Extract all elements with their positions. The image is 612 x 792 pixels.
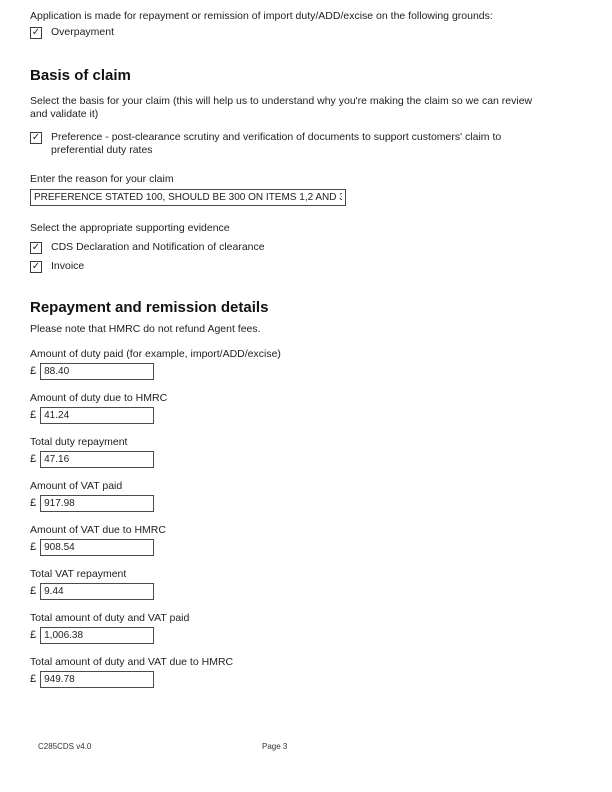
invoice-label: Invoice [51, 260, 85, 272]
vat-due-input[interactable] [40, 539, 154, 556]
evidence-label: Select the appropriate supporting evidence [30, 222, 230, 234]
checkbox-checked-icon[interactable]: ✓ [31, 27, 41, 38]
total-duty-repayment-label: Total duty repayment [30, 436, 128, 448]
total-duty-repayment-input[interactable] [40, 451, 154, 468]
checkbox-checked-icon[interactable]: ✓ [31, 132, 41, 143]
total-paid-field-group [30, 612, 582, 644]
pound-symbol: £ [30, 365, 37, 377]
preference-label: Preference - post-clearance scrutiny and verification of documents to support customers' claim to preferential duty rates [51, 131, 502, 156]
pound-symbol: £ [30, 497, 37, 509]
checkbox-checked-icon[interactable]: ✓ [31, 242, 41, 253]
repayment-details-heading: Repayment and remission details [30, 299, 269, 316]
vat-paid-label: Amount of VAT paid [30, 480, 123, 492]
total-due-label: Total amount of duty and VAT due to HMRC [30, 656, 234, 668]
total-due-input[interactable] [40, 671, 154, 688]
total-due-field-group [30, 656, 582, 688]
pound-symbol: £ [30, 409, 37, 421]
form-version: C285CDS v4.0 [38, 742, 92, 751]
duty-paid-input[interactable] [40, 363, 154, 380]
duty-due-field-group [30, 392, 582, 424]
duty-due-label: Amount of duty due to HMRC [30, 392, 168, 404]
page-number: Page 3 [262, 742, 288, 751]
vat-paid-input[interactable] [40, 495, 154, 512]
preference-checkbox-row[interactable] [30, 131, 570, 157]
pound-symbol: £ [30, 585, 37, 597]
reason-label: Enter the reason for your claim [30, 173, 174, 185]
total-vat-repayment-input[interactable] [40, 583, 154, 600]
pound-symbol: £ [30, 673, 37, 685]
total-paid-input[interactable] [40, 627, 154, 644]
overpayment-checkbox-row[interactable] [30, 26, 570, 39]
pound-symbol: £ [30, 453, 37, 465]
total-vat-repayment-field-group [30, 568, 582, 600]
pound-symbol: £ [30, 629, 37, 641]
vat-due-field-group [30, 524, 582, 556]
claim-reason-input[interactable] [30, 189, 346, 206]
overpayment-label: Overpayment [51, 26, 115, 38]
checkbox-checked-icon[interactable]: ✓ [31, 261, 41, 272]
invoice-checkbox-row[interactable] [30, 260, 570, 273]
total-vat-repayment-label: Total VAT repayment [30, 568, 127, 580]
basis-of-claim-heading: Basis of claim [30, 67, 131, 84]
cds-declaration-checkbox-row[interactable] [30, 241, 570, 254]
total-paid-label: Total amount of duty and VAT paid [30, 612, 190, 624]
duty-paid-label: Amount of duty paid (for example, import/ADD/excise) [30, 348, 281, 360]
vat-paid-field-group [30, 480, 582, 512]
agent-fees-note: Please note that HMRC do not refund Agent fees. [30, 323, 261, 335]
grounds-intro: Application is made for repayment or remission of import duty/ADD/excise on the following grounds: [30, 10, 493, 22]
total-duty-repayment-field-group [30, 436, 582, 468]
cds-declaration-label: CDS Declaration and Notification of clearance [51, 241, 265, 253]
vat-due-label: Amount of VAT due to HMRC [30, 524, 166, 536]
basis-description: Select the basis for your claim (this will help us to understand why you're making the claim so we can review and validate it) [30, 95, 533, 120]
duty-paid-field-group [30, 348, 582, 380]
duty-due-input[interactable] [40, 407, 154, 424]
pound-symbol: £ [30, 541, 37, 553]
